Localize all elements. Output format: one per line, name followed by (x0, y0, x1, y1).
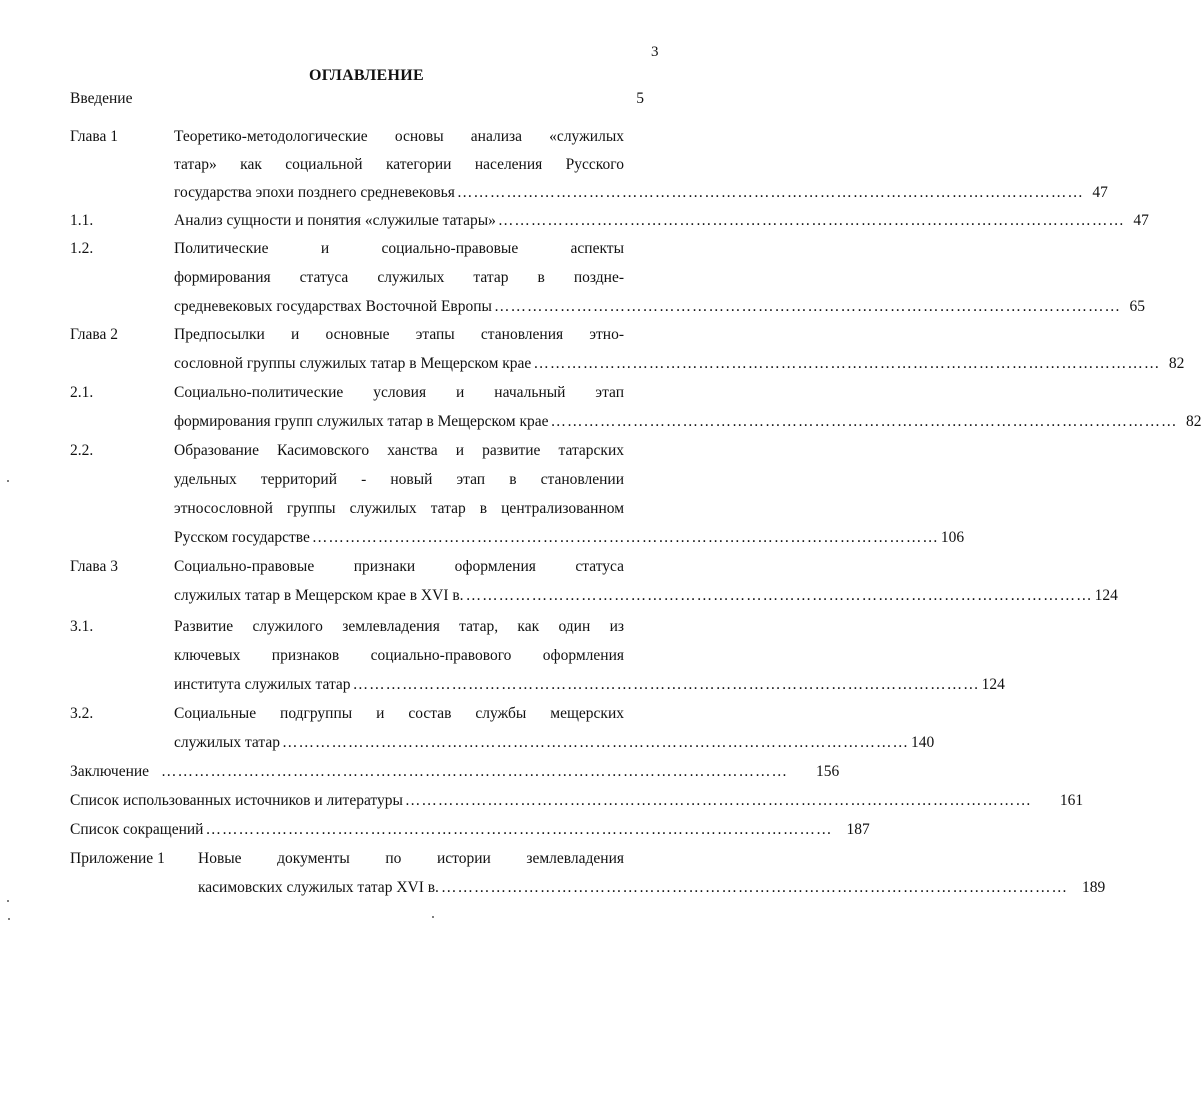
toc-text: государства эпохи позднего средневековья (174, 184, 455, 201)
toc-last-line (174, 670, 1005, 700)
toc-leader: …………………………………………………………………………………………………… (533, 355, 1161, 372)
page-number: 3 (651, 44, 659, 60)
toc-text: Список сокращений (70, 821, 204, 838)
toc-last-line (70, 815, 870, 845)
toc-line: этносословной группы служилых татар в централизованном (174, 500, 624, 517)
toc-text: Список использованных источников и литературы (70, 792, 403, 809)
toc-text: Анализ сущности и понятия «служилые татары» (174, 212, 496, 229)
toc-text: служилых татар (174, 734, 280, 751)
toc-leader: …………………………………………………………………………………………………… (456, 184, 1084, 201)
toc-leader: …………………………………………………………………………………………………… (205, 821, 833, 838)
toc-last-line (174, 206, 1149, 236)
toc-label: Введение (70, 90, 133, 107)
toc-entry-conclusion (0, 757, 840, 787)
toc-line: формирования статуса служилых татар в поздне- (174, 269, 624, 286)
toc-page: 106 (940, 529, 965, 546)
toc-entry-section-2-2 (0, 436, 965, 556)
toc-last-line (70, 786, 1084, 816)
toc-entry-chapter-2 (0, 320, 1185, 380)
toc-leader: …………………………………………………………………………………………………… (404, 792, 1032, 809)
toc-text: касимовских служилых татар XVI в. (198, 879, 439, 896)
toc-last-line (174, 178, 1108, 208)
toc-entry-sources (0, 786, 1084, 816)
toc-page: 82 (1168, 355, 1185, 372)
toc-page: 156 (816, 763, 840, 780)
toc-label: Глава 1 (70, 128, 119, 145)
toc-text: института служилых татар (174, 676, 351, 693)
toc-text: Русском государстве (174, 529, 310, 546)
toc-label: Приложение 1 (70, 850, 165, 867)
toc-title: ОГЛАВЛЕНИЕ (309, 67, 424, 84)
toc-line: татар» как социальной категории населения Русского (174, 156, 624, 173)
toc-line: Социально-политические условия и начальный этап (174, 384, 624, 401)
toc-leader: …………………………………………………………………………………………………… (493, 298, 1121, 315)
toc-leader: …………………………………………………………………………………………………… (161, 763, 789, 780)
toc-entry-abbreviations (0, 815, 870, 845)
toc-page: 65 (1129, 298, 1145, 315)
toc-last-line (174, 349, 1185, 379)
toc-page: 161 (1059, 792, 1084, 809)
toc-line: удельных территорий - новый этап в становлении (174, 471, 624, 488)
toc-label: 1.2. (70, 240, 94, 257)
toc-line: ключевых признаков социально-правового оформления (174, 647, 624, 664)
toc-last-line (174, 407, 1201, 437)
toc-label: Глава 3 (70, 558, 119, 575)
toc-entry-chapter-1 (0, 122, 1108, 212)
toc-line: Социальные подгруппы и состав службы мещерских (174, 705, 624, 722)
scan-speck (7, 900, 9, 902)
toc-leader: …………………………………………………………………………………………………… (440, 879, 1068, 896)
toc-line: Новые документы по истории землевладения (198, 850, 624, 867)
scan-speck (432, 916, 434, 918)
toc-leader: …………………………………………………………………………………………………… (281, 734, 909, 751)
toc-entry-section-3-1 (0, 612, 1005, 702)
toc-label: Глава 2 (70, 326, 119, 343)
toc-text: служилых татар в Мещерском крае в XVI в. (174, 587, 464, 604)
toc-label: 2.2. (70, 442, 94, 459)
toc-line: Политические и социально-правовые аспекты (174, 240, 624, 257)
toc-line: Теоретико-методологические основы анализа «служилых (174, 128, 624, 145)
toc-page: 189 (1081, 879, 1106, 896)
toc-page: 47 (1092, 184, 1108, 201)
toc-last-line (174, 581, 1118, 611)
toc-page: 124 (1094, 587, 1118, 604)
toc-last-line (174, 523, 965, 553)
toc-entry-section-1-1 (0, 206, 1149, 236)
toc-leader: …………………………………………………………………………………………………… (497, 212, 1125, 229)
toc-line: Социально-правовые признаки оформления статуса (174, 558, 624, 575)
toc-leader: …………………………………………………………………………………………………… (352, 676, 980, 693)
scan-speck (7, 480, 9, 482)
toc-entry-section-1-2 (0, 234, 1145, 324)
toc-text: сословной группы служилых татар в Мещерском крае (174, 355, 532, 372)
toc-entry-introduction (0, 84, 733, 114)
toc-last-line (198, 873, 1106, 903)
toc-text: средневековых государствах Восточной Европы (174, 298, 492, 315)
toc-text: формирования групп служилых татар в Мещерском крае (174, 413, 549, 430)
toc-entry-section-3-2 (0, 699, 935, 759)
toc-line: Образование Касимовского ханства и развитие татарских (174, 442, 624, 459)
toc-page: 47 (1133, 212, 1149, 229)
toc-entry-section-2-1 (0, 378, 1201, 438)
toc-last-line (70, 757, 840, 787)
toc-entry-chapter-3 (0, 552, 1118, 612)
toc-page: 124 (981, 676, 1005, 693)
toc-last-line (174, 292, 1145, 322)
toc-page: 140 (910, 734, 935, 751)
toc-page: 82 (1185, 413, 1201, 430)
toc-leader: …………………………………………………………………………………………………… (311, 529, 939, 546)
toc-label: 3.2. (70, 705, 94, 722)
toc-leader: …………………………………………………………………………………………………… (465, 587, 1093, 604)
toc-page: 5 (636, 90, 644, 107)
toc-line: Развитие служилого землевладения татар, как один из (174, 618, 624, 635)
toc-label: 2.1. (70, 384, 94, 401)
toc-line: Предпосылки и основные этапы становления этно- (174, 326, 624, 343)
toc-last-line (174, 728, 935, 758)
scan-speck (8, 918, 10, 920)
toc-text: Заключение (70, 763, 150, 780)
toc-leader: …………………………………………………………………………………………………… (550, 413, 1178, 430)
toc-label: 3.1. (70, 618, 94, 635)
toc-label: 1.1. (70, 212, 94, 229)
toc-page: 187 (846, 821, 870, 838)
toc-entry-appendix-1 (0, 844, 1106, 904)
